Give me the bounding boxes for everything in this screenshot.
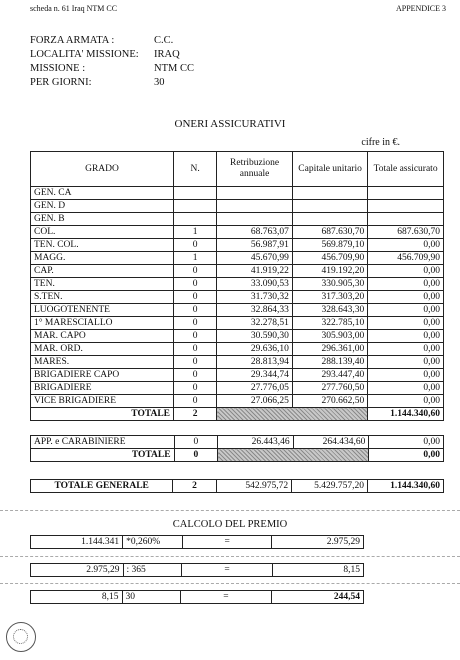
info-label: LOCALITA' MISSIONE: [30, 49, 139, 60]
mission-info [30, 34, 194, 90]
header-totale: Totale assicurato [368, 152, 444, 187]
table-row [31, 187, 444, 200]
cell-totale: 687.630,70 [368, 226, 444, 239]
cell-retribuzione: 29.636,10 [217, 343, 293, 356]
header-capitale: Capitale unitario [292, 152, 367, 187]
sheet-reference: scheda n. 61 Iraq NTM CC [30, 4, 118, 13]
calc-operator: 30 [122, 591, 181, 604]
calc-row-3 [30, 590, 364, 604]
cell-totale: 0,00 [368, 356, 444, 369]
cell-capitale: 687.630,70 [292, 226, 367, 239]
cell-grado: VICE BRIGADIERE [31, 395, 174, 408]
table-row [31, 395, 444, 408]
cell-totale: 0,00 [368, 330, 444, 343]
carabinieri-table [30, 435, 444, 462]
cell-capitale: 419.192,20 [292, 265, 367, 278]
cell-totale: 0,00 [368, 239, 444, 252]
total-n: 2 [174, 408, 217, 421]
cell-totale: 0,00 [368, 317, 444, 330]
calc-equals: = [181, 591, 272, 604]
cell-n: 0 [174, 356, 217, 369]
cell-retribuzione: 45.670,99 [217, 252, 293, 265]
cell-totale: 0,00 [368, 291, 444, 304]
cell-n: 0 [174, 304, 217, 317]
cell-n: 0 [174, 278, 217, 291]
grand-total-row [31, 480, 444, 493]
cell-n: 0 [174, 317, 217, 330]
cell-retribuzione: 68.763,07 [217, 226, 293, 239]
cell-totale: 0,00 [368, 369, 444, 382]
calc-result: 2.975,29 [272, 536, 364, 549]
table-row [31, 226, 444, 239]
info-label: FORZA ARMATA : [30, 35, 115, 46]
info-value: IRAQ [154, 49, 180, 60]
table-row [31, 343, 444, 356]
divider [0, 510, 460, 511]
cell-capitale: 264.434,60 [293, 436, 369, 449]
cell-grado: S.TEN. [31, 291, 174, 304]
cell-retribuzione: 56.987,91 [217, 239, 293, 252]
cell-capitale [292, 200, 367, 213]
calc-operator: *0,260% [123, 536, 183, 549]
calc-operand: 2.975,29 [31, 564, 124, 577]
cell-totale: 0,00 [369, 436, 444, 449]
cell-grado: MAR. CAPO [31, 330, 174, 343]
currency-note: cifre in €. [361, 137, 400, 148]
info-value: NTM CC [154, 63, 194, 74]
cell-totale [368, 187, 444, 200]
cell-capitale: 288.139,40 [292, 356, 367, 369]
cell-retribuzione: 33.090,53 [217, 278, 293, 291]
cell-retribuzione: 29.344,74 [217, 369, 293, 382]
cell-retribuzione [217, 200, 293, 213]
grand-total-capitale: 5.429.757,20 [292, 480, 368, 493]
table-row [31, 330, 444, 343]
info-value: C.C. [154, 35, 174, 46]
cell-retribuzione: 28.813,94 [217, 356, 293, 369]
cell-totale: 0,00 [368, 382, 444, 395]
cell-grado: GEN. CA [31, 187, 174, 200]
calc-equals: = [183, 536, 272, 549]
table-header-row [31, 152, 444, 187]
cell-retribuzione: 27.776,05 [217, 382, 293, 395]
table-row [31, 265, 444, 278]
total-label: TOTALE [31, 408, 174, 421]
cell-capitale: 270.662,50 [292, 395, 367, 408]
calc-row-1 [30, 535, 364, 549]
cell-totale: 0,00 [368, 265, 444, 278]
grand-total-label: TOTALE GENERALE [31, 480, 173, 493]
cell-retribuzione: 30.590,30 [217, 330, 293, 343]
cell-grado: 1° MARESCIALLO [31, 317, 174, 330]
cell-n: 0 [174, 382, 217, 395]
cell-n: 0 [174, 369, 217, 382]
calc-title: CALCOLO DEL PREMIO [172, 519, 288, 530]
cell-capitale: 322.785,10 [292, 317, 367, 330]
cell-capitale: 328.643,30 [292, 304, 367, 317]
table-row [31, 369, 444, 382]
info-label: PER GIORNI: [30, 77, 92, 88]
cell-capitale: 277.760,50 [292, 382, 367, 395]
cell-n: 0 [174, 436, 218, 449]
cell-totale: 0,00 [368, 304, 444, 317]
cell-capitale: 330.905,30 [292, 278, 367, 291]
cell-n: 0 [174, 291, 217, 304]
cell-n: 1 [174, 252, 217, 265]
cell-totale: 0,00 [368, 278, 444, 291]
total-amount: 1.144.340,60 [368, 408, 444, 421]
table-row [31, 213, 444, 226]
cell-retribuzione: 31.730,32 [217, 291, 293, 304]
cell-n [174, 213, 217, 226]
cell-grado: MARES. [31, 356, 174, 369]
cell-capitale [292, 213, 367, 226]
cell-grado: COL. [31, 226, 174, 239]
calc-result: 244,54 [271, 591, 363, 604]
total-label: TOTALE [31, 449, 175, 462]
table-row [31, 239, 444, 252]
page-title: ONERI ASSICURATIVI [174, 118, 286, 130]
cell-n: 0 [174, 330, 217, 343]
cell-capitale: 317.303,20 [292, 291, 367, 304]
cell-totale: 0,00 [368, 343, 444, 356]
cell-retribuzione: 32.864,33 [217, 304, 293, 317]
cell-grado: GEN. D [31, 200, 174, 213]
cell-grado: BRIGADIERE [31, 382, 174, 395]
cell-retribuzione: 26.443,46 [218, 436, 294, 449]
cell-retribuzione: 27.066,25 [217, 395, 293, 408]
shaded-cell [217, 408, 368, 421]
cell-n: 0 [174, 265, 217, 278]
appendix-label: APPENDICE 3 [395, 4, 446, 13]
cell-grado: BRIGADIERE CAPO [31, 369, 174, 382]
cell-capitale: 296.361,00 [292, 343, 367, 356]
cell-n [174, 187, 217, 200]
cell-grado: CAP. [31, 265, 174, 278]
insurance-table [30, 151, 444, 421]
official-stamp [6, 622, 36, 652]
table-row [31, 382, 444, 395]
cell-grado: APP. e CARABINIERE [31, 436, 175, 449]
table-row [31, 278, 444, 291]
shaded-cell [218, 449, 369, 462]
table-row [31, 252, 444, 265]
divider [0, 556, 460, 557]
cell-grado: GEN. B [31, 213, 174, 226]
cell-capitale: 569.879,10 [292, 239, 367, 252]
cell-grado: TEN. COL. [31, 239, 174, 252]
table-row [31, 291, 444, 304]
cell-grado: LUOGOTENENTE [31, 304, 174, 317]
header-n: N. [174, 152, 217, 187]
cell-retribuzione: 32.278,51 [217, 317, 293, 330]
info-value: 30 [154, 77, 165, 88]
calc-equals: = [182, 564, 272, 577]
divider [0, 583, 460, 584]
grand-total-table [30, 479, 444, 493]
calc-operand: 1.144.341 [31, 536, 123, 549]
cell-n [174, 200, 217, 213]
cell-n: 0 [174, 395, 217, 408]
calc-result: 8,15 [272, 564, 363, 577]
cell-capitale: 456.709,90 [292, 252, 367, 265]
cell-retribuzione [217, 213, 293, 226]
cell-totale [368, 200, 444, 213]
cell-grado: MAR. ORD. [31, 343, 174, 356]
table-row [31, 436, 444, 449]
grand-total-n: 2 [173, 480, 216, 493]
cell-capitale: 305.903,00 [292, 330, 367, 343]
cell-capitale: 293.447,40 [292, 369, 367, 382]
table-row [31, 200, 444, 213]
cell-n: 1 [174, 226, 217, 239]
cell-retribuzione: 41.919,22 [217, 265, 293, 278]
grand-total-amount: 1.144.340,60 [368, 480, 444, 493]
info-label: MISSIONE : [30, 63, 86, 74]
table-row [31, 317, 444, 330]
total-row [31, 449, 444, 462]
cell-capitale [292, 187, 367, 200]
header-grado: GRADO [31, 152, 174, 187]
grand-total-retribuzione: 542.975,72 [216, 480, 292, 493]
calc-operand: 8,15 [31, 591, 123, 604]
total-n: 0 [174, 449, 218, 462]
header-retribuzione: Retribuzione annuale [217, 152, 293, 187]
cell-n: 0 [174, 239, 217, 252]
cell-totale: 0,00 [368, 395, 444, 408]
cell-grado: TEN. [31, 278, 174, 291]
cell-grado: MAGG. [31, 252, 174, 265]
total-amount: 0,00 [369, 449, 444, 462]
cell-n: 0 [174, 343, 217, 356]
table-row [31, 304, 444, 317]
table-row [31, 356, 444, 369]
cell-retribuzione [217, 187, 293, 200]
calc-row-2 [30, 563, 364, 577]
calc-operator: : 365 [123, 564, 182, 577]
cell-totale: 456.709,90 [368, 252, 444, 265]
total-row [31, 408, 444, 421]
cell-totale [368, 213, 444, 226]
